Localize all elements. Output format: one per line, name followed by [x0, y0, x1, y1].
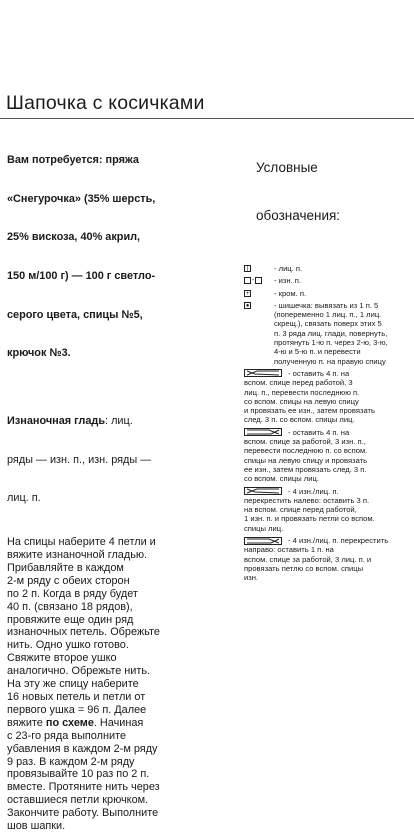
legend-description-line: изн.	[244, 573, 259, 583]
materials-line: 25% вискоза, 40% акрил,	[7, 231, 141, 244]
instruction-line	[7, 601, 229, 614]
legend-symbol	[244, 301, 251, 310]
legend-description-line: протянуть 1-ю п. через 2-ю, 3-ю,	[274, 338, 388, 348]
instruction-text: изнаночных петель. Обрежьте	[7, 626, 160, 639]
instruction-text: провязывайте 10 раз по 2 п.	[7, 768, 150, 781]
legend-description-line: спицы лиц.	[244, 523, 284, 533]
instruction-text: вместе. Протяните нить через	[7, 781, 160, 794]
legend-description-line: направо: оставить 1 п. на	[244, 545, 334, 555]
legend-description-line: - лиц. п.	[274, 264, 303, 273]
legend-title-line: обозначения:	[256, 208, 341, 223]
instruction-text: нить. Одно ушко готово.	[7, 639, 129, 652]
instruction-line	[7, 652, 229, 665]
legend-description-line: - изн. п.	[274, 276, 301, 286]
instruction-text: Свяжите второе ушко	[7, 652, 117, 665]
instruction-line	[7, 807, 229, 820]
instructions-body	[7, 536, 229, 833]
instruction-text: На спицы наберите 4 петли и	[7, 536, 156, 549]
bobble-icon: ●	[245, 302, 250, 309]
materials-line: Вам потребуется: пряжа	[7, 153, 139, 166]
legend-description-line: след. 3 п. со вспом. спицы лиц.	[244, 415, 355, 425]
instruction-line	[7, 588, 229, 601]
legend-description	[244, 276, 412, 285]
stitch-text: лиц. п.	[7, 492, 41, 505]
legend-list	[244, 264, 412, 583]
legend-description	[244, 289, 412, 298]
legend-symbol	[244, 487, 282, 496]
instruction-text: вяжите изнаночной гладью.	[7, 549, 148, 561]
instruction-line	[7, 820, 229, 833]
instruction-text: 16 новых петель и петли от	[7, 690, 146, 703]
legend-description-line: - 4 изн./лиц. п.	[288, 486, 339, 496]
materials-line: крючок №3.	[7, 347, 71, 360]
cable-right-icon	[244, 428, 282, 436]
instruction-line	[7, 691, 229, 704]
instruction-line	[7, 639, 229, 652]
dash-icon: -	[252, 277, 255, 285]
edge-stitch-icon: +	[245, 290, 250, 297]
legend-description-line: п. 3 ряда лиц. глади, повернуть,	[274, 328, 388, 338]
instruction-line	[7, 614, 229, 627]
instruction-line	[7, 562, 229, 575]
legend-description	[244, 264, 412, 273]
legend-description-line: вспом. спице перед работой, 3	[244, 378, 353, 388]
legend-description-line: и провязать ее изн., затем провязать	[244, 406, 375, 416]
legend-description-line: - кром. п.	[274, 288, 307, 298]
legend-title	[256, 128, 412, 256]
legend-item	[244, 289, 412, 298]
legend-symbol	[244, 264, 251, 273]
instruction-text: На эту же спицу наберите	[7, 678, 139, 691]
materials-line: «Снегурочка» (35% шерсть,	[7, 192, 156, 205]
legend-description-line: провязать петлю со вспом. спицы	[244, 563, 364, 573]
instruction-text: с 23-го ряда выполните	[7, 729, 126, 742]
legend-symbol	[244, 536, 282, 545]
legend-description-line: вспом. спице за работой, 3 изн. п.,	[244, 437, 366, 447]
instruction-line	[7, 549, 229, 562]
instruction-line	[7, 704, 229, 717]
instruction-text: Прибавляйте в каждом	[7, 561, 124, 574]
instructions-column	[7, 128, 229, 833]
instruction-text: аналогично. Обрежьте нить.	[7, 665, 151, 678]
instruction-text: первого ушка = 96 п. Далее	[7, 703, 147, 716]
legend-description-line: со вспом. спицы лиц.	[244, 474, 319, 484]
instruction-text: провяжите еще один ряд	[7, 613, 134, 626]
legend-description-line: перевести последнюю п. со вспом.	[244, 446, 368, 456]
instruction-line	[7, 575, 229, 588]
instruction-line	[7, 665, 229, 678]
instruction-line	[7, 536, 229, 549]
instruction-text: . Начиная	[93, 716, 144, 729]
legend-description-line: (попеременно 1 лиц. п., 1 лиц.	[274, 310, 382, 320]
legend-description-line: полученную п. на правую спицу	[274, 356, 386, 366]
legend-description-line: ее изн., затем провязать след. 3 п.	[244, 464, 367, 474]
legend-symbol	[244, 276, 262, 285]
legend-title-line: Условные	[256, 160, 318, 175]
legend-description-line: - оставить 4 п. на	[288, 368, 350, 378]
legend-symbol	[244, 428, 282, 437]
legend-description-line: 4-ю и 5-ю п. и перевести	[274, 347, 361, 357]
instruction-text: по 2 п. Когда в ряду будет	[7, 587, 138, 600]
legend-item	[244, 536, 412, 582]
instruction-text: 2-м ряду с обеих сторон	[7, 574, 130, 587]
instruction-line	[7, 756, 229, 769]
stitch-text: ряды — изн. п., изн. ряды —	[7, 453, 152, 466]
stitch-description	[7, 389, 229, 531]
emphasis-text: по схеме	[45, 716, 94, 729]
instruction-text: оставшиеся петли крючком.	[7, 794, 149, 807]
legend-description-line: на вспом. спице перед работой,	[244, 505, 357, 515]
purl-stitch-icon	[244, 277, 251, 284]
legend-item	[244, 276, 412, 285]
legend-description-line: лиц. п., перевести последнюю п.	[244, 387, 360, 397]
legend-item	[244, 428, 412, 484]
legend-description-line: скрещ.), связать поверх этих 5	[274, 319, 382, 329]
instruction-line	[7, 717, 229, 730]
knit-stitch-icon: |	[244, 265, 251, 272]
instruction-line	[7, 794, 229, 807]
cable-left-icon	[244, 369, 282, 377]
instruction-text: 9 раз. В каждом 2-м ряду	[7, 755, 135, 768]
legend-item	[244, 487, 412, 533]
legend-item	[244, 301, 412, 366]
legend-description-line: 1 изн. п. и провязать петли со вспом.	[244, 514, 375, 524]
instruction-text: 40 п. (связано 18 рядов),	[7, 600, 133, 613]
legend-symbol	[244, 369, 282, 378]
legend-description-line: вспом. спице за работой, 3 лиц. п. и	[244, 554, 372, 564]
legend-description-line: со вспом. спицы на левую спицу	[244, 396, 359, 406]
cross-left-icon	[244, 487, 282, 495]
instruction-line	[7, 743, 229, 756]
legend-symbol	[244, 289, 251, 298]
materials-paragraph	[7, 128, 229, 386]
materials-line: 150 м/100 г) — 100 г светло-	[7, 269, 156, 282]
stitch-text: : лиц.	[105, 414, 133, 427]
legend-column	[244, 128, 412, 586]
instruction-line	[7, 678, 229, 691]
instruction-text: вяжите	[7, 716, 46, 729]
purl-stitch-icon	[255, 277, 262, 284]
legend-description	[244, 301, 412, 366]
stitch-label: Изнаночная гладь	[7, 414, 106, 427]
instruction-line	[7, 768, 229, 781]
instruction-line	[7, 626, 229, 639]
title-divider	[0, 118, 414, 119]
instruction-line	[7, 781, 229, 794]
instruction-line	[7, 730, 229, 743]
legend-description-line: - 4 изн./лиц. п. перекрестить	[288, 536, 389, 546]
instruction-text: шов шапки.	[7, 820, 66, 833]
legend-description-line: перекрестить налево: оставить 3 п.	[244, 495, 370, 505]
cross-right-icon	[244, 537, 282, 545]
legend-item	[244, 264, 412, 273]
legend-description-line: - оставить 4 п. на	[288, 427, 350, 437]
legend-item	[244, 369, 412, 425]
legend-description-line: спицы на левую спицу и провязать	[244, 455, 368, 465]
materials-line: серого цвета, спицы №5,	[7, 308, 143, 321]
legend-description-line: - шишечка: вывязать из 1 п. 5	[274, 300, 379, 310]
page-title: Шапочка с косичками	[6, 92, 205, 114]
instruction-text: Закончите работу. Выполните	[7, 807, 159, 820]
instruction-text: убавления в каждом 2-м ряду	[7, 742, 158, 755]
